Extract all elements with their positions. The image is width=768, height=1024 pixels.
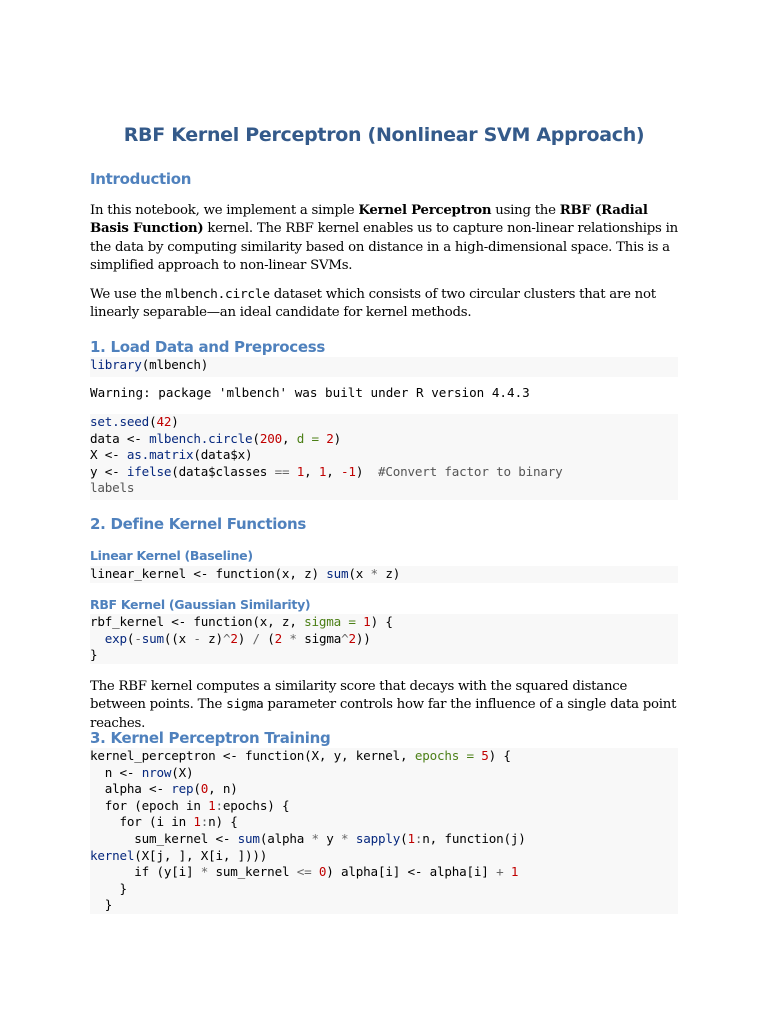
subheading-linear-kernel: Linear Kernel (Baseline)	[90, 548, 253, 563]
rbf-explanation-paragraph: The RBF kernel computes a similarity score that decays with the squared distance between points. The sigma parameter controls how far the influence of a single data point reaches.	[90, 679, 677, 731]
heading-introduction: Introduction	[90, 170, 192, 188]
inline-code: mlbench.circle	[165, 287, 270, 302]
heading-kernel-functions: 2. Define Kernel Functions	[90, 515, 307, 533]
subheading-rbf-kernel: RBF Kernel (Gaussian Similarity)	[90, 597, 311, 612]
heading-perceptron-training: 3. Kernel Perceptron Training	[90, 729, 331, 747]
document-title: RBF Kernel Perceptron (Nonlinear SVM Approach)	[123, 124, 645, 146]
heading-load-data: 1. Load Data and Preprocess	[90, 338, 325, 356]
code-block-perceptron: kernel_perceptron <- function(X, y, kernel, epochs = 5) { n <- nrow(X) alpha <- rep(0, n) for (epoch in 1:epochs) { for (i in 1:n) { sum_kernel <- sum(alpha * y * sapply(1:n, function(j) kernel(X[j, ], X[i, ]))) if (y[i] * sum_kernel <= 0) alpha[i] <- alpha[i] + 1 } }	[90, 748, 678, 914]
code-block-rbf-kernel: rbf_kernel <- function(x, z, sigma = 1) { exp(-sum((x - z)^2) / (2 * sigma^2)) }	[90, 614, 678, 664]
code-block-library: library(mlbench)	[90, 357, 678, 377]
inline-code-sigma: sigma	[226, 697, 264, 713]
code-block-linear-kernel: linear_kernel <- function(x, z) sum(x * z)	[90, 566, 678, 583]
intro-paragraph-2: We use the mlbench.circle dataset which consists of two circular clusters that are not linearly separable—an ideal candidate for kernel methods.	[90, 287, 656, 321]
output-warning: Warning: package 'mlbench' was built under R version 4.4.3	[90, 385, 530, 400]
intro-paragraph-1: In this notebook, we implement a simple Kernel Perceptron using the RBF (Radial Basis Function) kernel. The RBF kernel enables us to capture non-linear relationships in the data by computing similarity based on distance in a high-dimensional space. This is a simplified approach to non-linear SVMs.	[90, 203, 678, 273]
code-block-load-data: set.seed(42) data <- mlbench.circle(200, d = 2) X <- as.matrix(data$x) y <- ifelse(data$classes == 1, 1, -1) #Convert factor to binary labels	[90, 414, 678, 500]
